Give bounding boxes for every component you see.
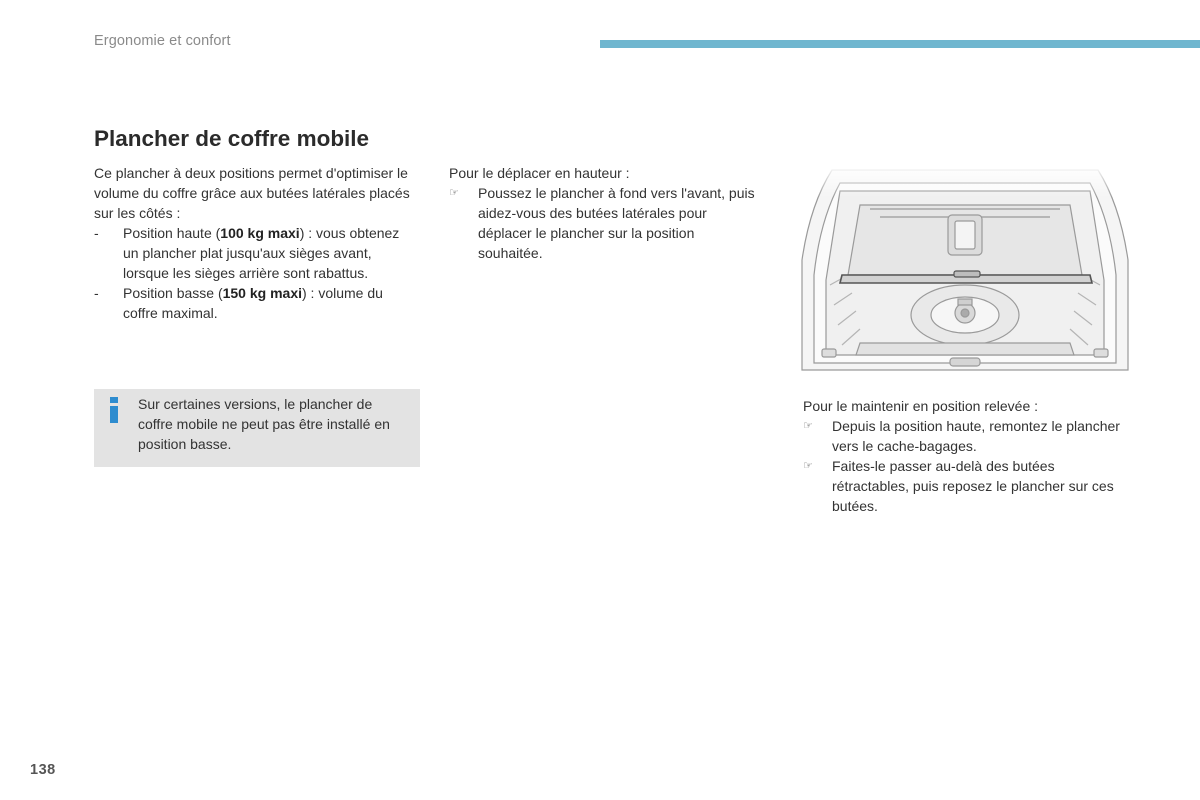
raise-intro: Pour le déplacer en hauteur : — [449, 165, 630, 181]
text-part: ) : volume du coffre maximal. — [123, 285, 383, 321]
list-item-text: Depuis la position haute, remontez le plancher vers le cache-bagages. — [832, 418, 1120, 454]
column-middle — [449, 163, 759, 263]
load-limit-low: 150 kg maxi — [222, 285, 302, 301]
hold-intro: Pour le maintenir en position relevée : — [803, 398, 1039, 414]
text-part: ) : vous obtenez un plancher plat jusqu'aux sièges avant, lorsque les sièges arrière sont rabattus. — [123, 225, 400, 281]
section-header: Ergonomie et confort — [94, 33, 231, 49]
list-item-text — [123, 283, 414, 323]
intro-paragraph: Ce plancher à deux positions permet d'optimiser le volume du coffre grâce aux butées latérales placés sur les côtés : — [94, 165, 410, 221]
list-item-text: Poussez le plancher à fond vers l'avant, puis aidez-vous des butées latérales pour déplacer le plancher sur la position souhaitée. — [478, 185, 755, 261]
page-title: Plancher de coffre mobile — [94, 126, 370, 151]
pointing-hand-icon: ☞ — [803, 460, 813, 472]
dash-marker: - — [94, 225, 99, 241]
header-accent-bar — [600, 40, 1200, 48]
load-limit-high: 100 kg maxi — [220, 225, 300, 241]
dash-marker: - — [94, 285, 99, 301]
text-part: Position basse ( — [123, 285, 223, 301]
column-right — [803, 396, 1123, 516]
text-part: Position haute ( — [123, 225, 221, 241]
info-note-text: Sur certaines versions, le plancher de coffre mobile ne peut pas être installé en position basse. — [138, 396, 390, 452]
pointing-hand-icon: ☞ — [449, 187, 459, 199]
list-item — [449, 183, 759, 263]
list-item-low-position — [94, 283, 414, 323]
list-item — [803, 456, 1123, 516]
car-trunk-illustration — [800, 165, 1130, 383]
info-note-box — [94, 389, 420, 467]
pointing-hand-icon: ☞ — [803, 420, 813, 432]
page-number: 138 — [30, 762, 56, 778]
list-item-high-position — [94, 223, 414, 283]
column-left — [94, 163, 414, 323]
list-item-text — [123, 223, 414, 283]
list-item — [803, 416, 1123, 456]
list-item-text: Faites-le passer au-delà des butées rétractables, puis reposez le plancher sur ces butées. — [832, 458, 1114, 514]
info-icon — [106, 397, 122, 423]
